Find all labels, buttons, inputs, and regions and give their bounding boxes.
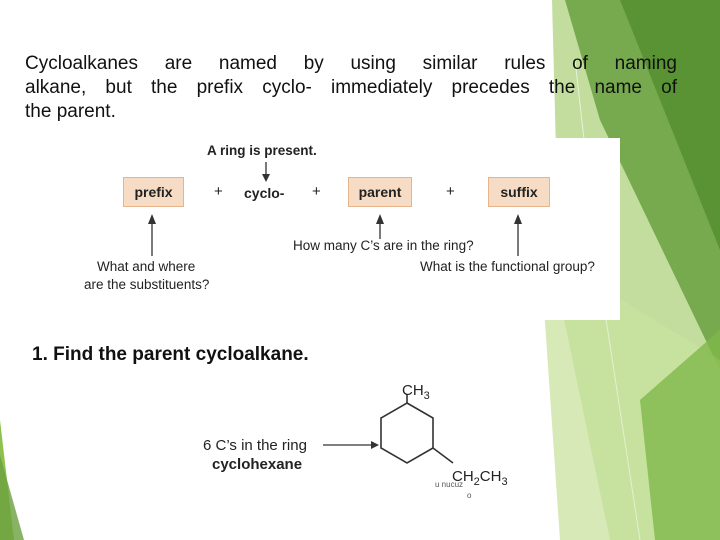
parent-box: parent (348, 177, 412, 207)
intro-line-1: Cycloalkanes are named by using similar rules of naming (25, 53, 677, 74)
faded-text-1: u nucuz (435, 480, 464, 489)
suffix-box: suffix (488, 177, 550, 207)
cyclohexane-figure (195, 375, 525, 510)
suffix-question: What is the functional group? (420, 259, 595, 274)
faded-text-2: o (467, 491, 472, 500)
intro-paragraph (25, 52, 677, 124)
intro-line-2: alkane, but the prefix cyclo- immediately precedes the name of (25, 77, 677, 98)
prefix-question-line-1: What and where (97, 259, 196, 274)
plus-sign-1: + (214, 183, 223, 200)
plus-sign-2: + (312, 183, 321, 200)
intro-line-3: the parent. (25, 101, 116, 122)
naming-scheme-figure (80, 138, 620, 320)
prefix-question-line-2: are the substituents? (84, 277, 210, 292)
cyclohexane-name: cyclohexane (212, 456, 303, 473)
plus-sign-3: + (446, 183, 455, 200)
parent-question: How many C’s are in the ring? (293, 238, 474, 253)
scheme-arrows (80, 138, 620, 320)
cyclo-label: cyclo- (244, 185, 285, 201)
ring-note: A ring is present. (207, 143, 317, 158)
prefix-box: prefix (123, 177, 184, 207)
methyl-group-label: $CH_3$ (402, 382, 430, 402)
hexagon-structure (195, 375, 525, 510)
step-1-heading: 1. Find the parent cycloalkane. (32, 344, 309, 365)
ethyl-group-label: $CH_2CH_3$ (452, 468, 508, 488)
ring-count-label: 6 C’s in the ring (203, 437, 307, 454)
